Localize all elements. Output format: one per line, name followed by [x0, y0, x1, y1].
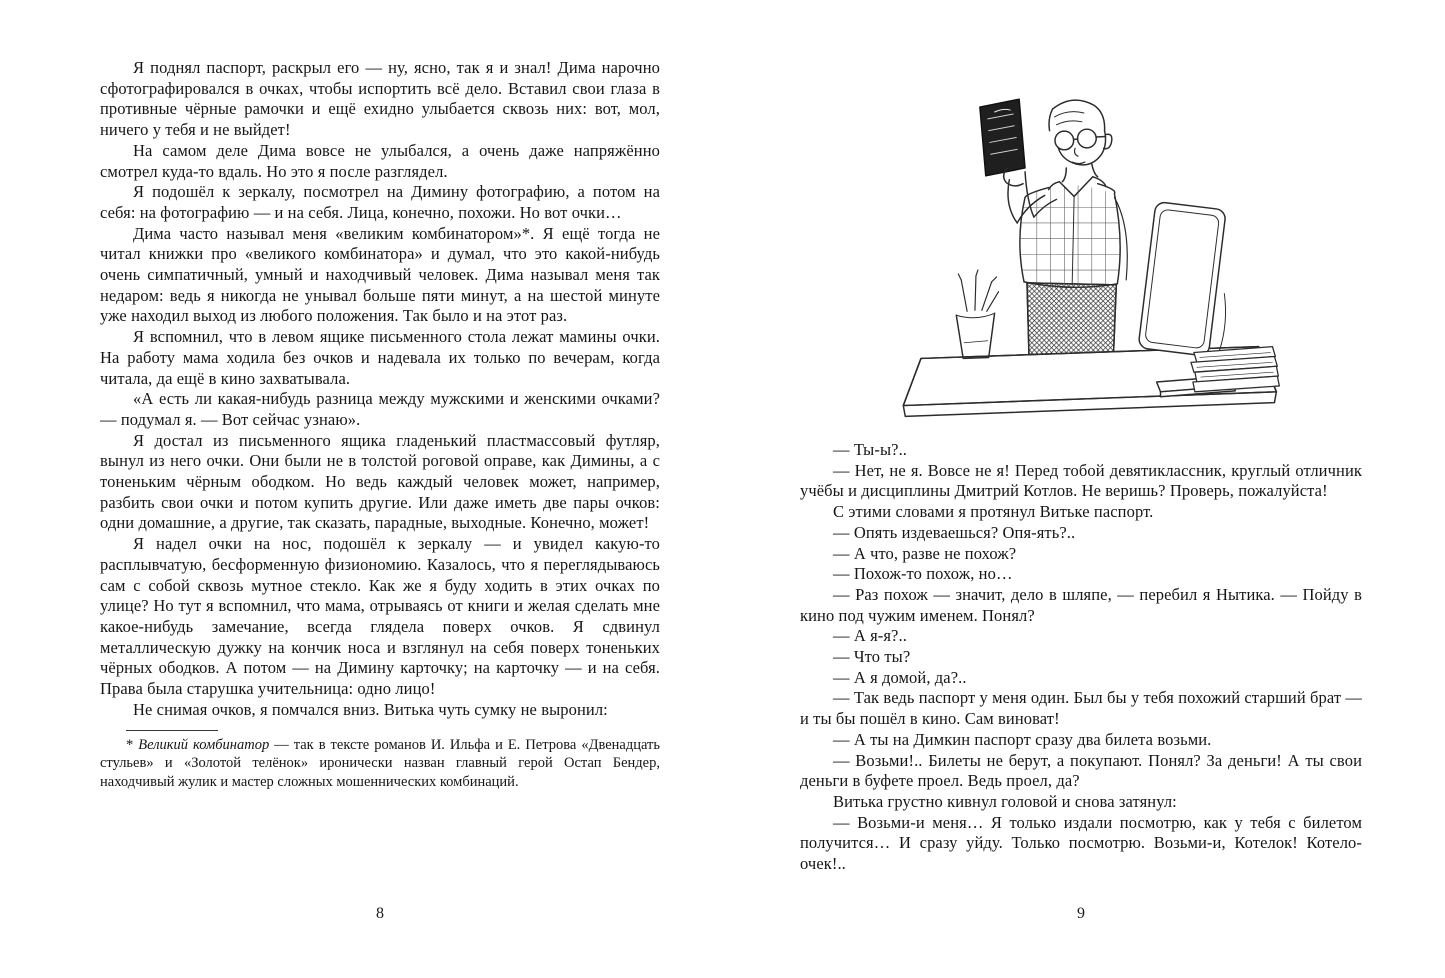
paragraph: Я вспомнил, что в левом ящике письменного стола лежат мамины очки. На работу мама ходила без очков и надевала их только по вечерам, когда читала, да ещё в кино захватывала.	[100, 327, 660, 388]
paragraph: Витька грустно кивнул головой и снова затянул:	[833, 791, 1177, 811]
paragraph: Я надел очки на нос, подошёл к зеркалу — и увидел какую-то расплывчатую, бесформенную физиономию. Казалось, что я переглядываюсь сам с собой сквозь мутное стекло. Как же я буду ходить в этих очках по улице? Но тут я вспомнил, что мама, отрываясь от книги и желая сделать мне какое-нибудь замечание, всегда глядела поверх очков. Я сдвинул металлическую дужку на кончик носа и взглянул на себя поверх тоненьких чёрных ободков. А потом — на Димину карточку; на карточку — и на себя. Права была старушка учительница: одно лицо!	[100, 534, 660, 699]
paragraph: — Так ведь паспорт у меня один. Был бы у тебя похожий старший брат — и ты бы пошёл в кино. Сам виноват!	[800, 688, 1362, 729]
footnote-marker: *	[126, 736, 139, 753]
footnote-term: Великий комбинатор	[138, 736, 270, 753]
illustration-boy-with-book	[866, 58, 1296, 438]
page-right	[800, 0, 1362, 978]
paragraph: — А я домой, да?..	[833, 667, 967, 687]
page-left	[100, 0, 660, 978]
paragraph: Не снимая очков, я помчался вниз. Витька чуть сумку не выронил:	[133, 699, 608, 719]
paragraph: Я достал из письменного ящика гладенький пластмассовый футляр, вынул из него очки. Они были не в толстой роговой оправе, как Димины, а с тоненьким чёрным ободком. Но ведь каждый человек может, например, разбить свои очки и потом купить другие. Или даже иметь две пары очков: одни домашние, а другие, так сказать, парадные, выходные. Конечно, может!	[100, 430, 660, 533]
paragraph: Я подошёл к зеркалу, посмотрел на Димину фотографию, а потом на себя: на фотографию — и на себя. Лица, конечно, похожи. Но вот очки…	[100, 182, 660, 222]
paragraph: — Что ты?	[833, 647, 911, 667]
page-number-left: 8	[376, 905, 384, 922]
paragraph: — А я-я?..	[833, 626, 907, 646]
paragraph: На самом деле Дима вовсе не улыбался, а очень даже напряжённо смотрел куда-то вдаль. Но это я после разглядел.	[100, 140, 660, 181]
footnote-text: — так в тексте романов И. Ильфа и Е. Петрова «Двенадцать стульев» и «Золотой телёнок» иронически назван главный герой Остап Бендер, находчивый жулик и мастер сложных мошеннических комбинаций.	[100, 736, 661, 790]
paragraph: — Возьми-и меня… Я только издали посмотрю, как у тебя с билетом получится… И сразу уйду. Только посмотрю. Возьми-и, Котелок! Котело-очек!..	[800, 812, 1362, 874]
paragraph: — Возьми!.. Билеты не берут, а покупают. Понял? За деньги! А ты свои деньги в буфете проел. Ведь проел, да?	[800, 750, 1362, 791]
paragraph: — А что, разве не похож?	[833, 543, 1017, 563]
paragraph: «А есть ли какая-нибудь разница между мужскими и женскими очками? — подумал я. — Вот сейчас узнаю».	[100, 389, 660, 429]
paragraph: — А ты на Димкин паспорт сразу два билета возьми.	[833, 729, 1212, 749]
paragraph: — Раз похож — значит, дело в шляпе, — перебил я Нытика. — Пойду в кино под чужим именем. Понял?	[800, 584, 1362, 625]
paragraph: — Ты-ы?..	[833, 440, 908, 459]
footnote	[100, 736, 660, 792]
paragraph: — Нет, не я. Вовсе не я! Перед тобой девятиклассник, круглый отличник учёбы и дисциплины Дмитрий Котлов. Не веришь? Проверь, пожалуйста!	[800, 460, 1362, 501]
paragraph: — Опять издеваешься? Опя-ять?..	[833, 522, 1076, 542]
right-text-block	[800, 0, 1362, 875]
left-text-block	[100, 0, 660, 791]
footnote-separator	[126, 730, 218, 731]
paragraph: С этими словами я протянул Витьке паспорт.	[833, 502, 1154, 522]
paragraph: Я поднял паспорт, раскрыл его — ну, ясно, так я и знал! Дима нарочно сфотографировался в очках, чтобы испортить всё дело. Вставил свои глаза в противные чёрные рамочки и ещё ехидно улыбается сквозь них: вот, мол, ничего у тебя и не выйдет!	[100, 58, 660, 140]
page-number-right: 9	[1077, 905, 1085, 922]
paragraph: Дима часто называл меня «великим комбинатором»*. Я ещё тогда не читал книжки про «великого комбинатора» и думал, что это какой-нибудь очень симпатичный, умный и находчивый человек. Дима называл меня так недаром: ведь я никогда не унывал больше пяти минут, а на шестой минуте уже находил выход из любого положения. Так было и на этот раз.	[100, 223, 660, 326]
paragraph: — Похож-то похож, но…	[833, 564, 1013, 584]
